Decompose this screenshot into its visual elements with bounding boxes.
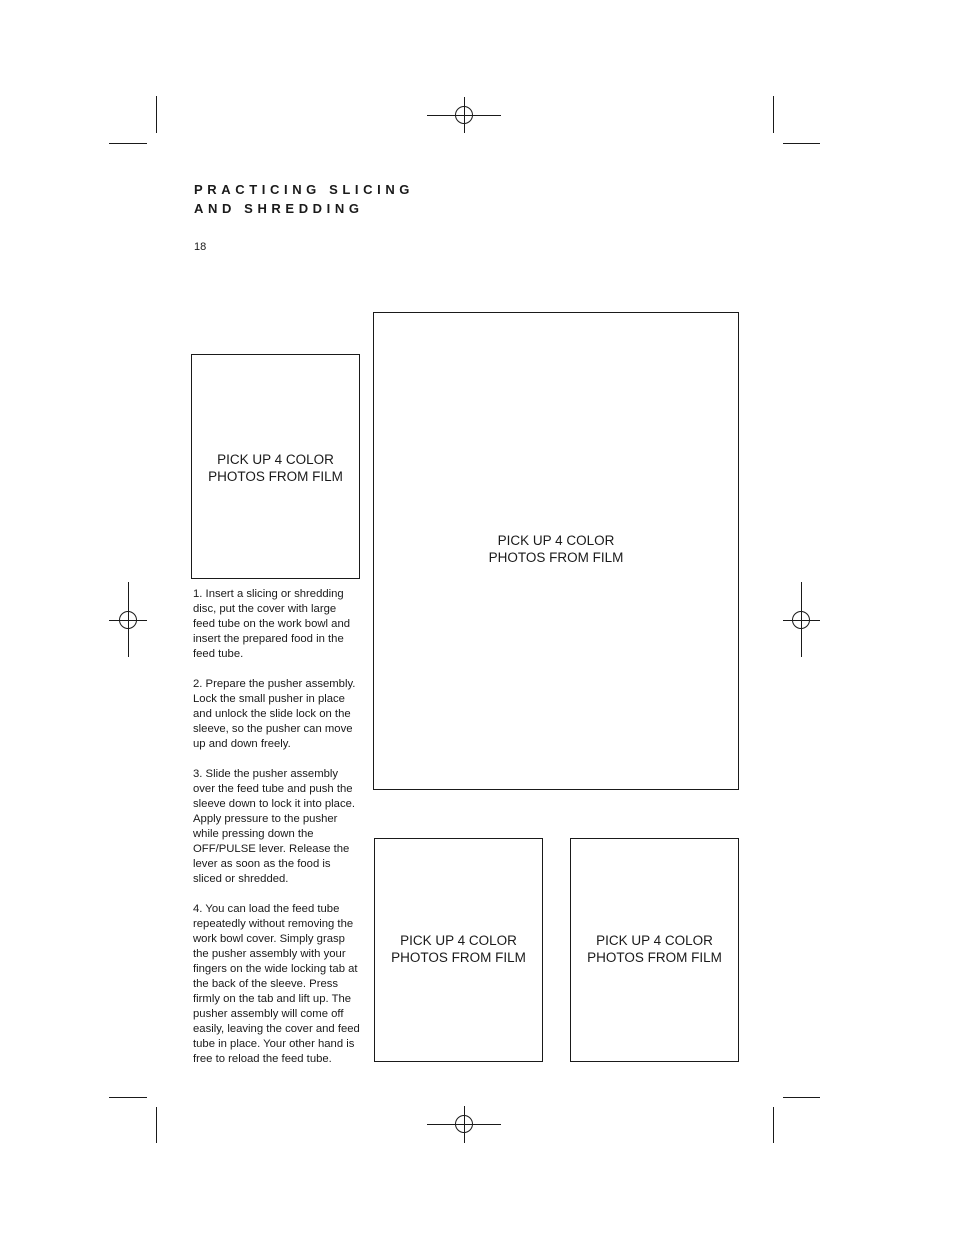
crop-mark (783, 1097, 820, 1098)
crop-mark (109, 1097, 147, 1098)
crop-mark (773, 96, 774, 133)
crop-mark (156, 96, 157, 133)
crop-mark (156, 1107, 157, 1143)
photo-placeholder-small (191, 354, 360, 579)
photo-placeholder-label: PICK UP 4 COLOR PHOTOS FROM FILM (208, 452, 343, 484)
instruction-step: 2. Prepare the pusher assembly. Lock the small pusher in place and unlock the slide lock on the sleeve, so the pusher can move up and down freely. (193, 678, 356, 750)
instructions (193, 587, 361, 1082)
section-title-line-2: AND SHREDDING (194, 201, 364, 216)
section-title (194, 180, 414, 218)
instruction-step: 1. Insert a slicing or shredding disc, put the cover with large feed tube on the work bowl and insert the prepared food in the feed tube. (193, 588, 351, 660)
instruction-step: 3. Slide the pusher assembly over the feed tube and push the sleeve down to lock it into place. Apply pressure to the pusher while pressing down the OFF/PULSE lever. Release the lever as soon as the food is sliced or shredded. (193, 768, 356, 885)
crop-mark (109, 143, 147, 144)
photo-placeholder-label: PICK UP 4 COLOR PHOTOS FROM FILM (391, 933, 526, 965)
photo-placeholder-large (373, 312, 739, 790)
section-title-line-1: PRACTICING SLICING (194, 182, 415, 197)
page-number: 18 (194, 241, 207, 253)
photo-placeholder-label: PICK UP 4 COLOR PHOTOS FROM FILM (488, 533, 624, 565)
photo-placeholder-bottom-left (374, 838, 543, 1062)
crop-mark (783, 143, 820, 144)
crop-mark (773, 1107, 774, 1143)
photo-placeholder-bottom-right (570, 838, 739, 1062)
instruction-step: 4. You can load the feed tube repeatedly without removing the work bowl cover. Simply grasp the pusher assembly with your fingers on the wide locking tab at the back of the sleeve. Press firmly on the tab and lift up. The pusher assembly will come off easily, leaving the cover and feed tube in place. Your other hand is free to reload the feed tube. (193, 903, 360, 1065)
photo-placeholder-label: PICK UP 4 COLOR PHOTOS FROM FILM (587, 933, 722, 965)
